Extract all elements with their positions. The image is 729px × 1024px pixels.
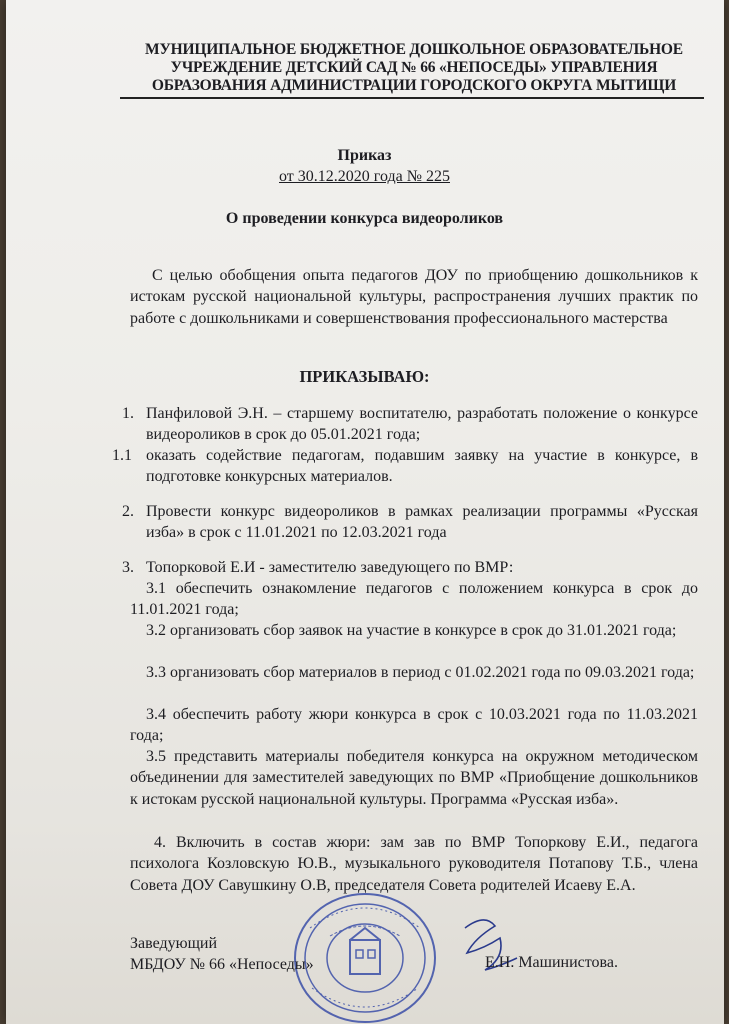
item-number: 3. [122, 559, 134, 576]
header-divider [120, 97, 704, 99]
org-header [104, 41, 724, 95]
doc-date-text: от 30.12.2020 года № 225 [279, 168, 450, 185]
order-item-1 [122, 403, 698, 446]
order-item-4: 4. Включить в состав жюри: зам зав по ВМР Топоркову Е.И., педагога психолога Козловскую Ю.В., музыкального руководителя Потапову Т.Б., члена Совета ДОУ Савушкину О.В, председателя Совета родителей Исаеву Е.А. [130, 834, 698, 894]
subitem-3-3: 3.3 организовать сбор материалов в период с 01.02.2021 года по 09.03.2021 года; [146, 664, 695, 681]
intro-paragraph: С целью обобщения опыта педагогов ДОУ по приобщению дошкольников к истокам русской национальной культуры, распространения лучших практик по работе с дошкольниками и совершенствования профессионального мастерства [130, 267, 698, 327]
item-text: оказать содействие педагогам, подавшим заявку на участие в конкурсе, в подготовке конкурсных материалов. [146, 447, 698, 486]
item-number: 1. [122, 405, 134, 422]
signer-organization: МБДОУ № 66 «Непоседы» [130, 956, 314, 973]
subitem-3-4: 3.4 обеспечить работу жюри конкурса в срок с 10.03.2021 года по 11.03.2021 года; [130, 706, 698, 745]
header-line-1: МУНИЦИПАЛЬНОЕ БЮДЖЕТНОЕ ДОШКОЛЬНОЕ ОБРАЗОВАТЕЛЬНОЕ [145, 41, 683, 58]
subitem-3-1: 3.1 обеспечить ознакомление педагогов с положением конкурса в срок до 11.01.2021 года; [130, 580, 698, 619]
item-text: Провести конкурс видеороликов в рамках реализации программы «Русская изба» в срок с 11.01.2021 по 12.03.2021 года [146, 503, 698, 542]
item-number: 1.1 [112, 447, 132, 464]
header-line-2: УЧРЕЖДЕНИЕ ДЕТСКИЙ САД № 66 «НЕПОСЕДЫ» УПРАВЛЕНИЯ [170, 59, 658, 76]
order-item-3 [122, 557, 698, 578]
signer-name: Е.Н. Машинистова. [485, 954, 618, 971]
order-heading: ПРИКАЗЫВАЮ: [299, 367, 430, 386]
order-item-2 [122, 501, 698, 544]
item-number: 2. [122, 503, 134, 520]
subitem-3-5: 3.5 представить материалы победителя конкурса на окружном методическом объединении для заместителей заведующих по ВМР «Приобщение дошкольников к истокам русской национальной культуры. Программа «Русская изба». [130, 748, 698, 808]
signer-position: Заведующий [130, 935, 218, 952]
item-text: Топорковой Е.И - заместителю заведующего по ВМР: [146, 559, 514, 576]
doc-date-number [0, 168, 729, 186]
order-item-1-1 [112, 445, 698, 488]
header-line-3: ОБРАЗОВАНИЯ АДМИНИСТРАЦИИ ГОРОДСКОГО ОКРУГА МЫТИЩИ [151, 77, 677, 94]
doc-subject: О проведении конкурса видеороликов [225, 210, 504, 227]
item-text: Панфиловой Э.Н. – старшему воспитателю, разработать положение о конкурсе видеороликов в срок до 05.01.2021 года; [146, 405, 698, 444]
subitem-3-2: 3.2 организовать сбор заявок на участие в конкурсе в срок до 31.01.2021 года; [146, 622, 677, 639]
doc-type: Приказ [337, 147, 392, 164]
